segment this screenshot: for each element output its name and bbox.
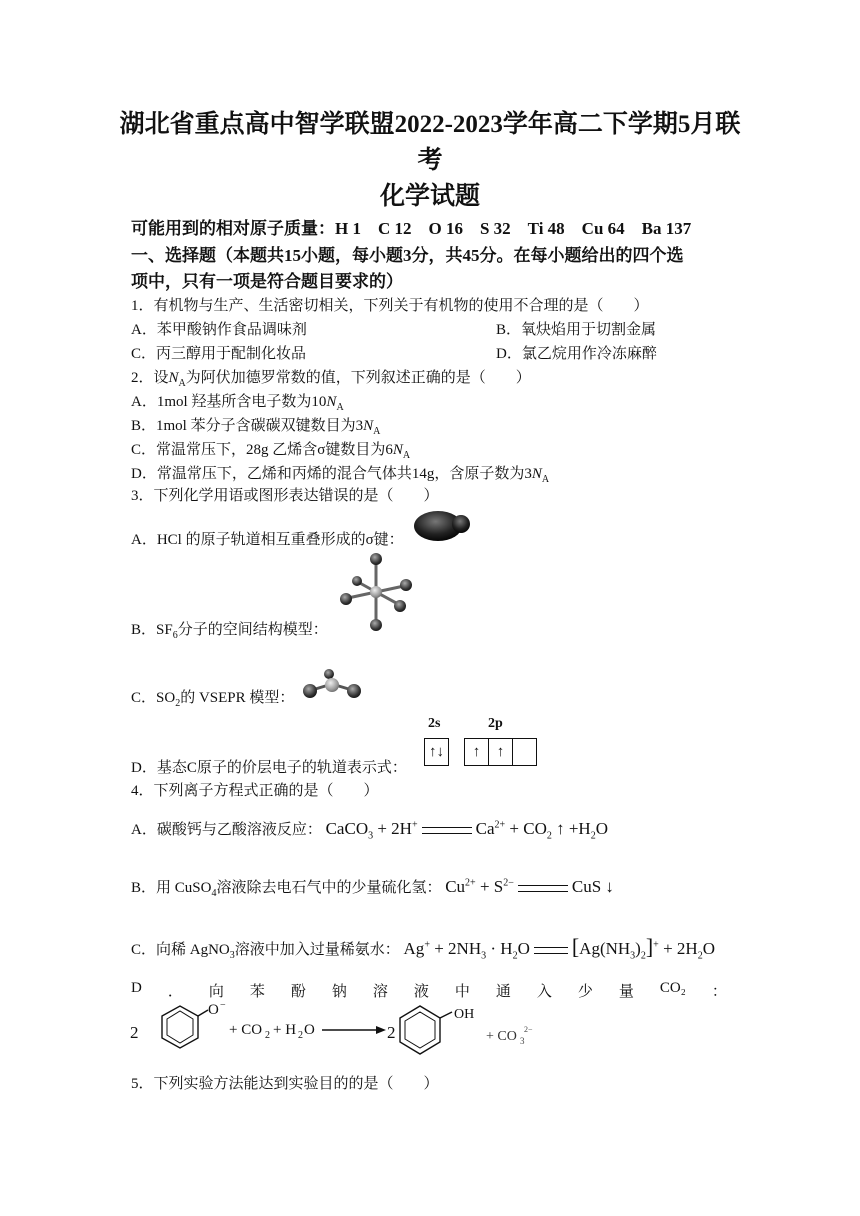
q4-option-d-char: 液	[413, 984, 429, 1000]
svg-text:2: 2	[298, 1030, 303, 1041]
svg-text:2: 2	[387, 1023, 396, 1042]
q1-option-b: B．氧炔焰用于切割金属	[496, 322, 657, 338]
svg-text:2−: 2−	[524, 1025, 533, 1034]
svg-text:O: O	[208, 1002, 219, 1018]
sf6-model-image	[328, 548, 428, 634]
svg-text:2: 2	[265, 1030, 270, 1041]
q4-option-d-char: 向	[208, 984, 224, 1000]
q4-option-d-char: 钠	[331, 984, 347, 1000]
q3-option-b: B．$SF_6$分子的空间结构模型：	[131, 622, 328, 641]
q4-option-d-char: D	[131, 980, 142, 996]
so2-model-image	[296, 668, 368, 700]
orbital-2p-label: 2p	[488, 716, 503, 731]
q2-option-b: B．1mol 苯分子含碳碳双键数目为$3N_A$	[131, 418, 381, 437]
q4-option-d-char: 少	[577, 984, 593, 1000]
q5-stem: 5．下列实验方法能达到实验目的的是（ ）	[131, 1076, 439, 1092]
orbital-2s-label: 2s	[428, 716, 441, 731]
q3-option-a: A．HCl 的原子轨道相互重叠形成的σ键：	[131, 532, 404, 548]
q4-option-a: A．碳酸钙与乙酸溶液反应： CaCO$_3$ + 2H+ $Ca^{2+} + CO_2$ ↑ $+H_2O$	[131, 819, 608, 842]
svg-text:3: 3	[520, 1036, 525, 1046]
q3-option-d: D．基态C原子的价层电子的轨道表示式：	[131, 760, 407, 776]
q3-option-c: C．$SO_2$的 VSEPR 模型：	[131, 690, 295, 709]
q2-option-d: D．常温常压下，乙烯和丙烯的混合气体共14g，含原子数为$3N_A$	[131, 466, 550, 485]
q2-option-a: A．1mol 羟基所含电子数为$10N_A$	[131, 394, 344, 413]
svg-text:+ CO: + CO	[229, 1022, 263, 1038]
orbital-2p-boxes: ↑ ↑	[464, 738, 537, 766]
q4-stem: 4．下列离子方程式正确的是（ ）	[131, 783, 379, 799]
q1-option-c: C．丙三醇用于配制化妆品	[131, 346, 307, 362]
q4-option-d-char: 酚	[290, 984, 306, 1000]
subject-title: 化学试题	[379, 183, 480, 210]
svg-text:2: 2	[130, 1023, 139, 1042]
svg-text:+ CO: + CO	[486, 1029, 517, 1044]
page-title-cont: 考	[417, 147, 443, 174]
q1-option-a: A．苯甲酸钠作食品调味剂	[131, 322, 307, 338]
svg-text:+ H: + H	[273, 1022, 297, 1038]
q2-option-c: C．常温常压下，28g 乙烯含σ键数目为$6N_A$	[131, 442, 411, 461]
q4-option-d-char: CO₂	[659, 980, 686, 996]
q4-option-d-char: 苯	[249, 984, 265, 1000]
q4-option-d-char: ：	[711, 984, 727, 1000]
section-heading: 一、选择题（本题共15小题，每小题3分，共45分。在每小题给出的四个选	[131, 246, 684, 265]
q3-stem: 3．下列化学用语或图形表达错误的是（ ）	[131, 488, 439, 504]
q1-option-d: D．氯乙烷用作冷冻麻醉	[496, 346, 657, 362]
q4-option-d-char: 通	[495, 984, 511, 1000]
svg-text:OH: OH	[454, 1007, 475, 1022]
sigma-bond-image	[408, 506, 472, 546]
phenolate-equation-image	[128, 1002, 548, 1064]
q4-option-d	[131, 980, 727, 1001]
atomic-masses: 可能用到的相对原子质量：H 1 C 12 O 16 S 32 Ti 48 Cu 64 Ba 137	[131, 219, 692, 238]
q4-option-d-char: 量	[618, 984, 634, 1000]
section-heading-cont: 项中，只有一项是符合题目要求的）	[131, 272, 403, 291]
q4-option-c: C．向稀 AgNO$_3$溶液中加入过量稀氨水： $Ag^+ + 2NH_3 \cdot H_2O$ $[Ag(NH_3)_2]^+ + 2H_2O$	[131, 934, 715, 962]
q4-option-d-char: ．	[167, 984, 183, 1000]
q4-option-d-char: 溶	[372, 984, 388, 1000]
page-title: 湖北省重点高中智学联盟2022-2023学年高二下学期5月联	[119, 111, 741, 138]
q4-option-d-char: 入	[536, 984, 552, 1000]
q2-stem: 2．设$N_A$为阿伏加德罗常数的值，下列叙述正确的是（ ）	[131, 370, 531, 389]
q4-option-b: B．用 CuSO$_4$溶液除去电石气中的少量硫化氢： $Cu^{2+} + S^{2-}$ CuS ↓	[131, 877, 614, 899]
orbital-2s-box: ↑↓	[424, 738, 449, 766]
svg-text:−: −	[220, 1002, 226, 1011]
q1-stem: 1．有机物与生产、生活密切相关，下列关于有机物的使用不合理的是（ ）	[131, 298, 649, 314]
svg-text:O: O	[304, 1022, 315, 1038]
q4-option-d-char: 中	[454, 984, 470, 1000]
